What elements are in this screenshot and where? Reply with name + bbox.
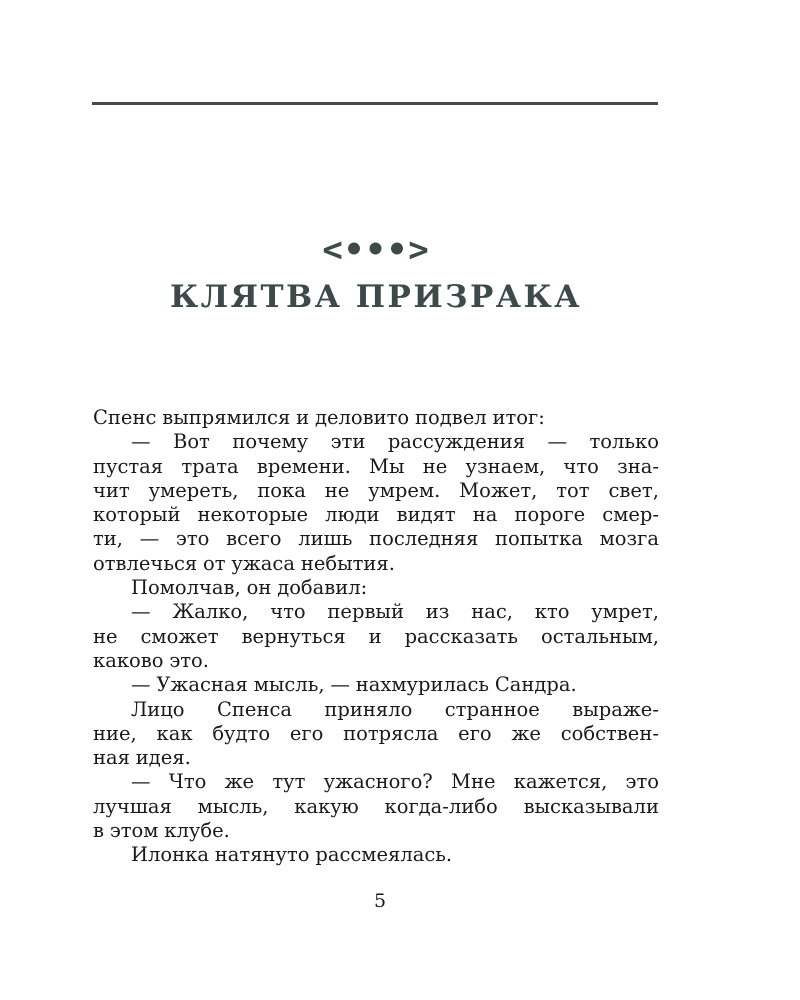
text-line: — Вот почему эти рассуждения — только (131, 430, 659, 454)
text-line: ти, — это всего лишь последняя попытка мозга (93, 527, 659, 551)
text-line: Помолчав, он добавил: (131, 576, 368, 600)
text-line: который некоторые люди видят на пороге смер- (93, 503, 659, 527)
text-line: чит умереть, пока не умрем. Может, тот свет, (93, 478, 659, 502)
text-line: каково это. (93, 648, 209, 672)
text-line: — Ужасная мысль, — нахмурилась Сандра. (131, 673, 577, 697)
chapter-ornament: <•••> (322, 230, 430, 270)
page-number: 5 (373, 890, 387, 912)
text-line: Лицо Спенса приняло странное выраже- (131, 697, 659, 721)
text-line: — Жалко, что первый из нас, кто умрет, (131, 600, 659, 624)
text-line: ная идея. (93, 746, 191, 770)
text-line: не сможет вернуться и рассказать остальным, (93, 624, 659, 648)
text-line: лучшая мысль, какую когда-либо высказывали (93, 794, 659, 818)
text-line: в этом клубе. (93, 819, 230, 843)
text-line: — Что же тут ужасного? Мне кажется, это (131, 770, 659, 794)
text-line: ние, как будто его потрясла его же собствен- (93, 721, 659, 745)
text-line: отвлечься от ужаса небытия. (93, 551, 395, 575)
text-line: Илонка натянуто рассмеялась. (131, 843, 453, 867)
body-text (93, 406, 659, 868)
chapter-title: КЛЯТВА ПРИЗРАКА (170, 279, 582, 315)
header-rule (92, 102, 658, 105)
text-line: пустая трата времени. Мы не узнаем, что зна- (93, 454, 659, 478)
text-line: Спенс выпрямился и деловито подвел итог: (93, 406, 545, 429)
